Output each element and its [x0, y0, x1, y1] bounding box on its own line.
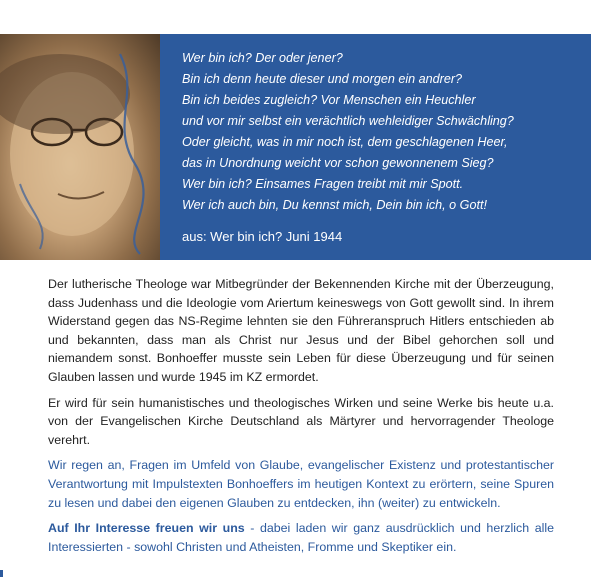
portrait-illustration: [0, 34, 160, 260]
header-banner: [0, 34, 591, 260]
poem-line: und vor mir selbst ein verächtlich wehleidiger Schwächling?: [182, 114, 514, 128]
paragraph-invitation: Wir regen an, Fragen im Umfeld von Glaube, evangelischer Existenz und protestantischer Verantwortung mit Impulstexten Bonhoeffers im heutigen Kontext zu erörtern, seine Spuren zu lesen und dabei den eigenen Glauben zu entdecken, ihn (weiter) zu entwickeln.: [48, 458, 554, 510]
poem: [182, 48, 582, 216]
paragraph-welcome: [48, 519, 554, 556]
welcome-heading: Auf Ihr Interesse freuen wir uns: [48, 521, 245, 536]
poem-line: Oder gleicht, was in mir noch ist, dem geschlagenen Heer,: [182, 135, 508, 149]
poem-line: Bin ich beides zugleich? Vor Menschen ein Heuchler: [182, 93, 476, 107]
poem-line: das in Unordnung weicht vor schon gewonnenem Sieg?: [182, 156, 494, 170]
welcome-text: - dabei laden wir ganz ausdrücklich und herzlich alle Interessierten - sowohl Christen und Atheisten, Fromme und Skeptiker ein.: [48, 521, 555, 554]
page-edge-mark: [0, 570, 3, 577]
paragraph-biography: Der lutherische Theologe war Mitbegründer der Bekennenden Kirche mit der Überzeugung, dass Judenhass und die Ideologie vom Ariertum keineswegs von Gott gewollt sind. In ihrem Widerstand gegen das NS-Regime lehnten sie den Führeranspruch Hitlers entschieden ab und bekannten, dass man als Christ nur Jesus und der Bibel gehorchen soll und niemandem sonst. Bonhoeffer musste sein Leben für diese Überzeugung und für seinen Glauben lassen und wurde 1945 im KZ ermordet.: [48, 277, 554, 384]
paragraph-honor: Er wird für sein humanistisches und theologisches Wirken und seine Werke bis heute u.a. von der Evangelischen Kirche Deutschland als Märtyrer und hervorragender Theologe verehrt.: [48, 395, 554, 447]
poem-line: Wer bin ich? Einsames Fragen treibt mit mir Spott.: [182, 177, 464, 191]
poem-line: Wer ich auch bin, Du kennst mich, Dein bin ich, o Gott!: [182, 198, 487, 212]
poem-line: Wer bin ich? Der oder jener?: [182, 51, 343, 65]
body-text: [48, 275, 554, 563]
poem-source: aus: Wer bin ich? Juni 1944: [182, 229, 343, 244]
poem-line: Bin ich denn heute dieser und morgen ein andrer?: [182, 72, 463, 86]
portrait-photo: [0, 34, 160, 260]
